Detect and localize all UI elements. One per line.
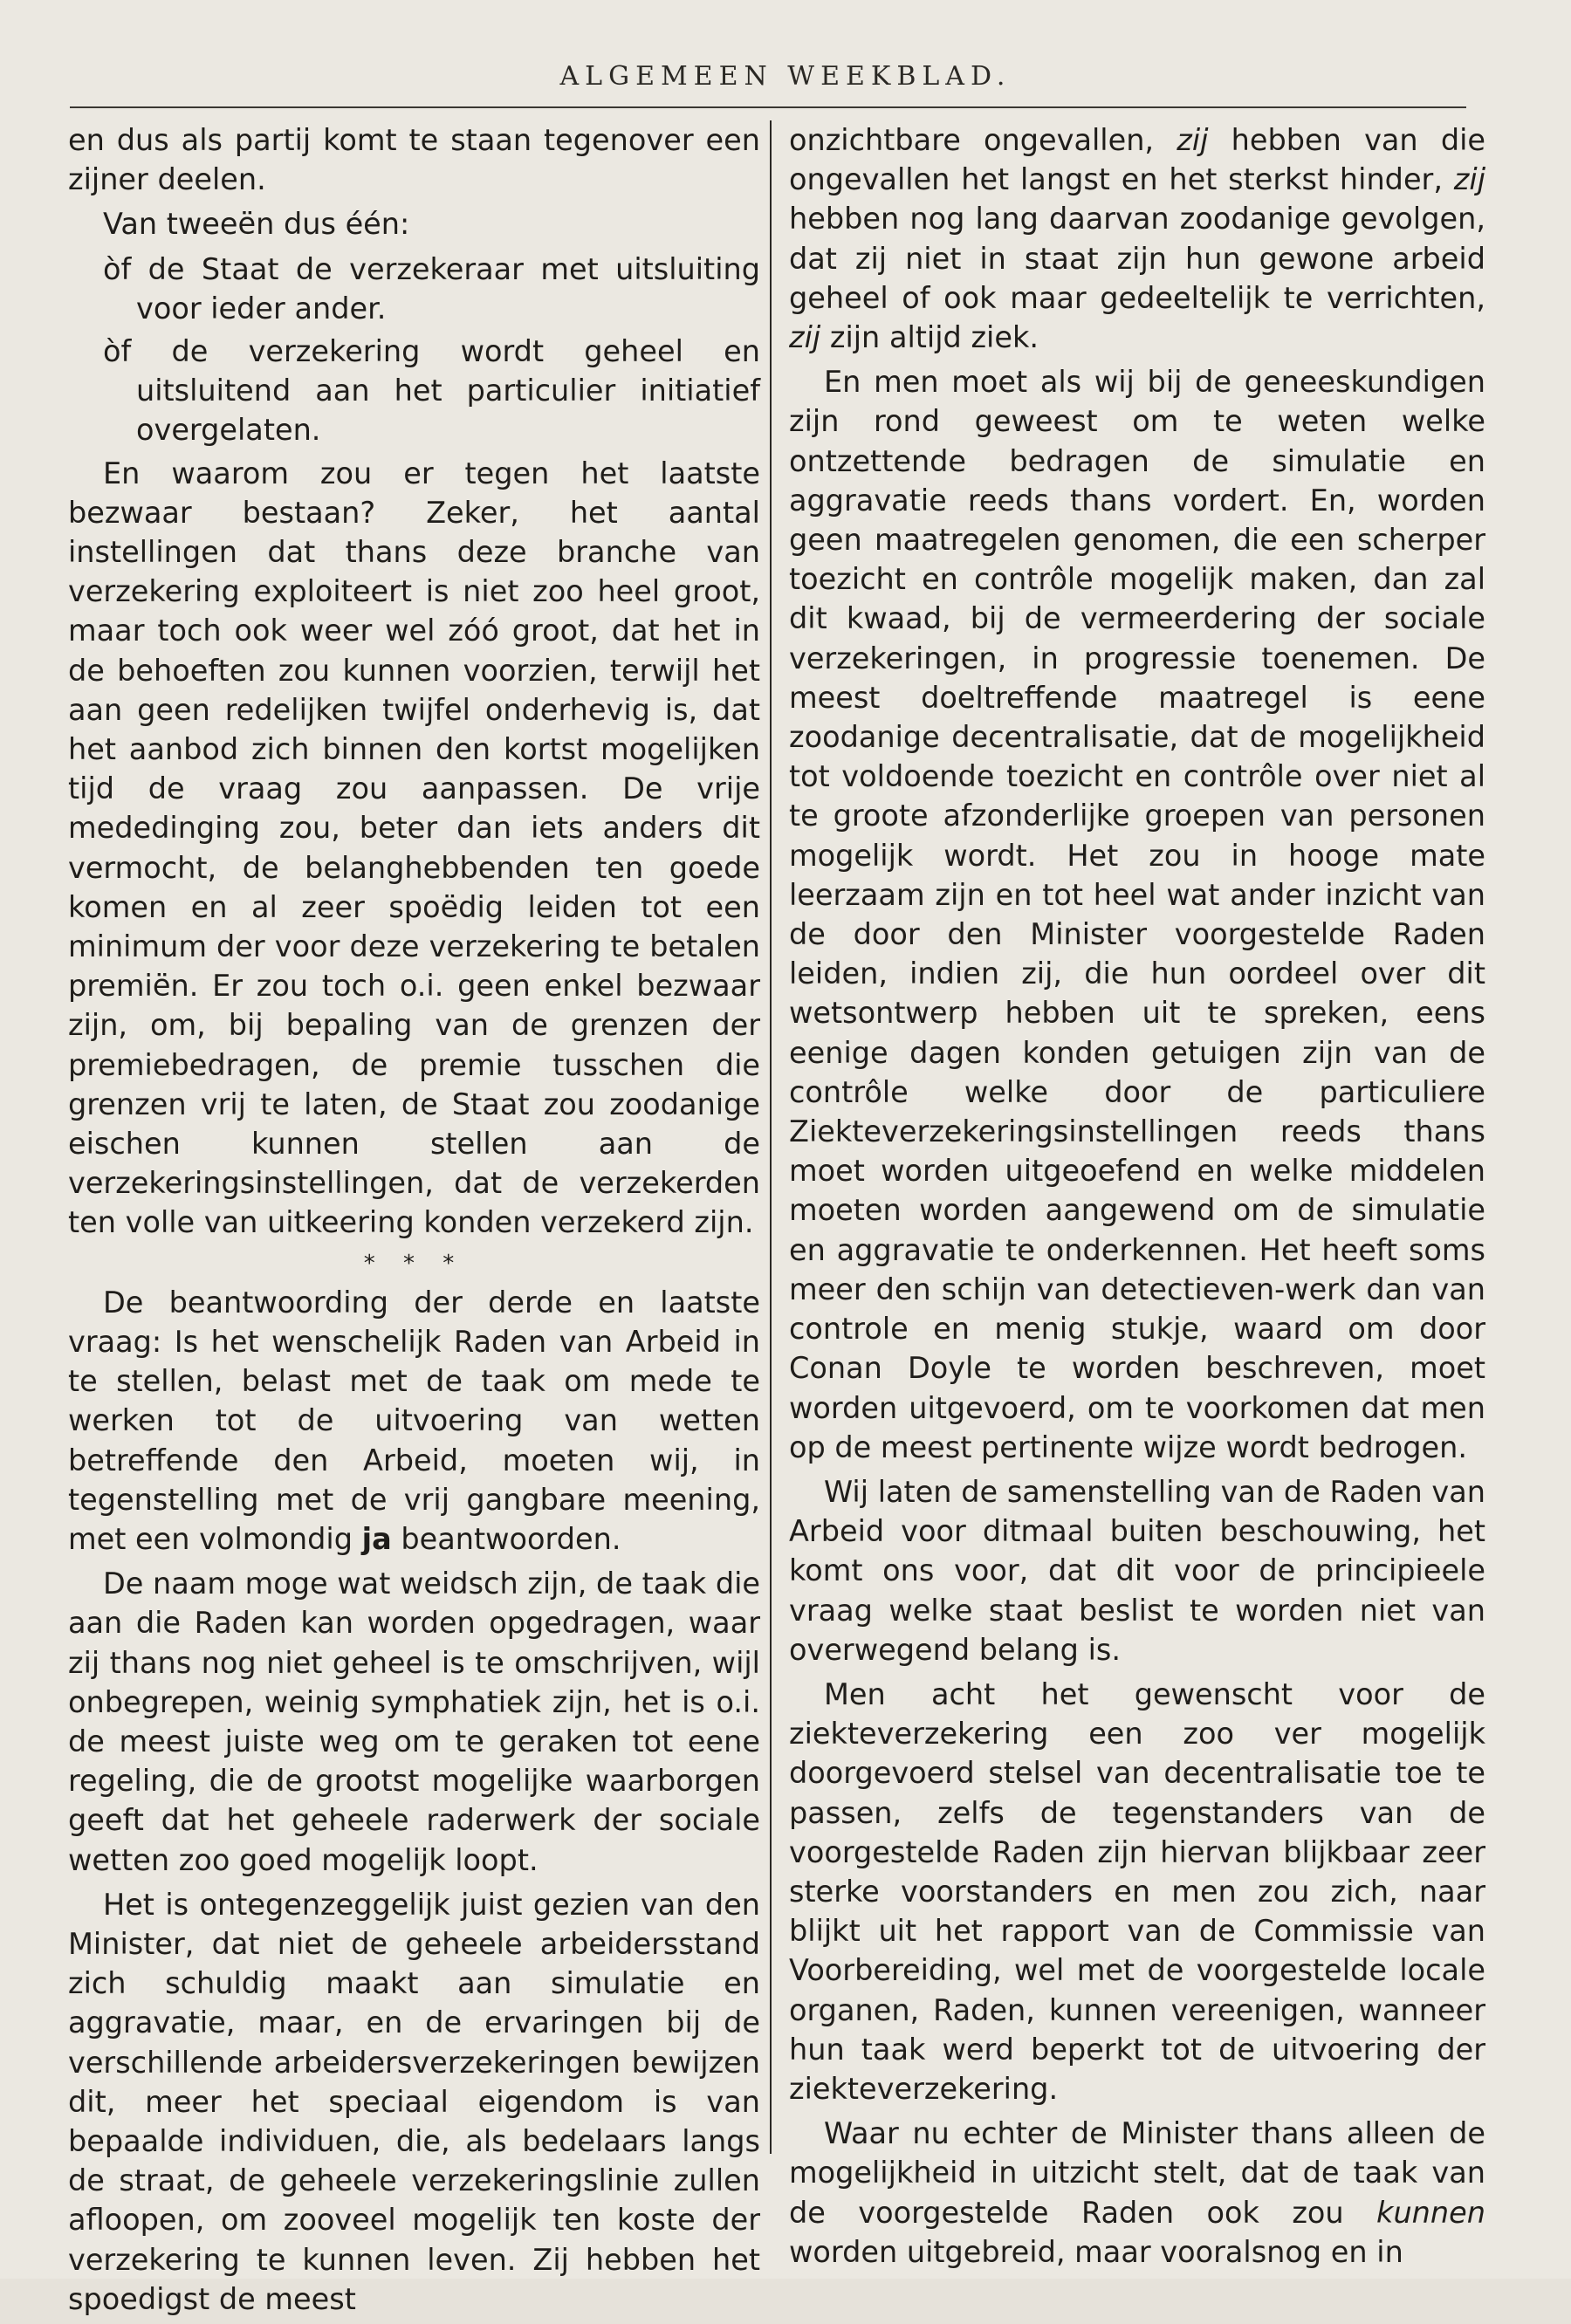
left-column xyxy=(68,120,760,2324)
paragraph-text: De beantwoording der derde en laatste vraag: Is het wenschelijk Raden van Arbeid in te stellen, belast met de taak om mede te werken tot de uitvoering van wetten betreffende den Arbeid, moeten wij, in tegenstelling met de vrij gangbare meening, met een volmondig xyxy=(68,1285,760,1556)
header-rule xyxy=(70,106,1466,108)
italic-word: zij xyxy=(1177,123,1209,157)
paragraph-text: zijn altijd ziek. xyxy=(829,320,1039,355)
right-column xyxy=(789,120,1485,2277)
paragraph xyxy=(68,1283,760,1559)
paragraph: Het is ontegenzeggelijk juist gezien van den Minister, dat niet de geheele arbeidersstand zich schuldig maakt aan simulatie en aggravatie, maar, en de ervaringen bij de verschillende arbeidersverzekeringen bewijzen dit, meer het speciaal eigendom is van bepaalde individuen, die, als bedelaars langs de straat, de geheele verzekeringslinie zullen afloopen, om zooveel mogelijk ten koste der verzekering te kunnen leven. Zij hebben het spoedigst de meest xyxy=(68,1887,760,2316)
italic-word: kunnen xyxy=(1376,2195,1485,2230)
paragraph xyxy=(789,120,1485,357)
paragraph: En waarom zou er tegen het laatste bezwaar bestaan? Zeker, het aantal instellingen dat thans deze branche van verzekering exploiteert is niet zoo heel groot, maar toch ook weer wel zóó groot, dat het in de behoeften zou kunnen voorzien, terwijl het aan geen redelijken twijfel onderhevig is, dat het aanbod zich binnen den kortst mogelijken tijd de vraag zou aanpassen. De vrije mededinging zou, beter dan iets anders dit vermocht, de belanghebbenden ten goede komen en al zeer spoëdig leiden tot een minimum der voor deze verzekering te betalen premiën. Er zou toch o.i. geen enkel bezwaar zijn, om, bij bepaling van de grenzen der premiebedragen, de premie tusschen die grenzen vrij te laten, de Staat zou zoodanige eischen kunnen stellen aan de verzekeringsinstellingen, dat de verzekerden ten volle van uitkeering konden verzekerd zijn. xyxy=(68,456,760,1240)
paragraph: Wij laten de samenstelling van de Raden van Arbeid voor ditmaal buiten beschouwing, het komt ons voor, dat dit voor de principieele vraag welke staat beslist te worden niet van overwegend belang is. xyxy=(789,1474,1485,1667)
paragraph: De naam moge wat weidsch zijn, de taak die aan die Raden kan worden opgedragen, waar zij thans nog niet geheel is te omschrijven, wijl onbegrepen, weinig symphatiek zijn, het is o.i. de meest juiste weg om te geraken tot eene regeling, die de grootst mogelijke waarborgen geeft dat het geheele raderwerk der sociale wetten zoo goed mogelijk loopt. xyxy=(68,1566,760,1877)
list-item: òf de verzekering wordt geheel en uitsluitend aan het particulier initiatief overgelaten. xyxy=(103,334,760,448)
paragraph-text: beantwoorden. xyxy=(401,1521,621,1556)
italic-word: zij xyxy=(789,320,821,355)
paragraph-text: Waar nu echter de Minister thans alleen de mogelijkheid in uitzicht stelt, dat de taak van de voorgestelde Raden ook zou xyxy=(789,2116,1485,2230)
paragraph-text: onzichtbare ongevallen, xyxy=(789,123,1155,157)
paragraph: Van tweeën dus één: xyxy=(103,207,410,242)
paragraph-text: hebben nog lang daarvan zoodanige gevolgen, dat zij niet in staat zijn hun gewone arbeid geheel of ook maar gedeeltelijk te verrichten, xyxy=(789,202,1485,315)
section-separator: * * * xyxy=(363,1250,465,1277)
list-item: òf de Staat de verzekeraar met uitsluiting voor ieder ander. xyxy=(103,251,760,326)
paragraph-text: worden uitgebreid, maar vooralsnog en in xyxy=(789,2234,1403,2269)
italic-word: zij xyxy=(1453,162,1485,197)
paragraph xyxy=(789,2114,1485,2272)
paragraph: en dus als partij komt te staan tegenover een zijner deelen. xyxy=(68,123,760,197)
column-divider xyxy=(770,120,772,2154)
paragraph: En men moet als wij bij de geneeskundigen zijn rond geweest om te weten welke ontzettende bedragen de simulatie en aggravatie reeds thans vordert. En, worden geen maatregelen genomen, die een scherper toezicht en contrôle mogelijk maken, dan zal dit kwaad, bij de vermeerdering der sociale verzekeringen, in progressie toenemen. De meest doeltreffende maatregel is eene zoodanige decentralisatie, dat de mogelijkheid tot voldoende toezicht en contrôle over niet al te groote afzonderlijke groepen van personen mogelijk wordt. Het zou in hooge mate leerzaam zijn en tot heel wat ander inzicht van de door den Minister voorgestelde Raden leiden, indien zij, die hun oordeel over dit wetsontwerp hebben uit te spreken, eens eenige dagen konden getuigen zijn van de contrôle welke door de particuliere Ziekteverzekeringsinstellingen reeds thans moet worden uitgeoefend en welke middelen moeten worden aangewend om de simulatie en aggravatie te onderkennen. Het heeft soms meer den schijn van detectieven-werk dan van controle en menig stukje, waard om door Conan Doyle te worden beschreven, moet worden uitgevoerd, om te voorkomen dat men op de meest pertinente wijze wordt bedrogen. xyxy=(789,365,1485,1464)
page-header: ALGEMEEN WEEKBLAD. xyxy=(559,61,1012,92)
bold-word: ja xyxy=(361,1521,392,1556)
paragraph: Men acht het gewenscht voor de ziekteverzekering een zoo ver mogelijk doorgevoerd stelsel van decentralisatie toe te passen, zelfs de tegenstanders van de voorgestelde Raden zijn hiervan blijkbaar zeer sterke voorstanders en men zou zich, naar blijkt uit het rapport van de Commissie van Voorbereiding, wel met de voorgestelde locale organen, Raden, kunnen vereenigen, wanneer hun taak werd beperkt tot de uitvoering der ziekteverzekering. xyxy=(789,1676,1485,2106)
paragraph-text: hebben van die ongevallen het langst en het sterkst hinder, xyxy=(789,123,1486,197)
